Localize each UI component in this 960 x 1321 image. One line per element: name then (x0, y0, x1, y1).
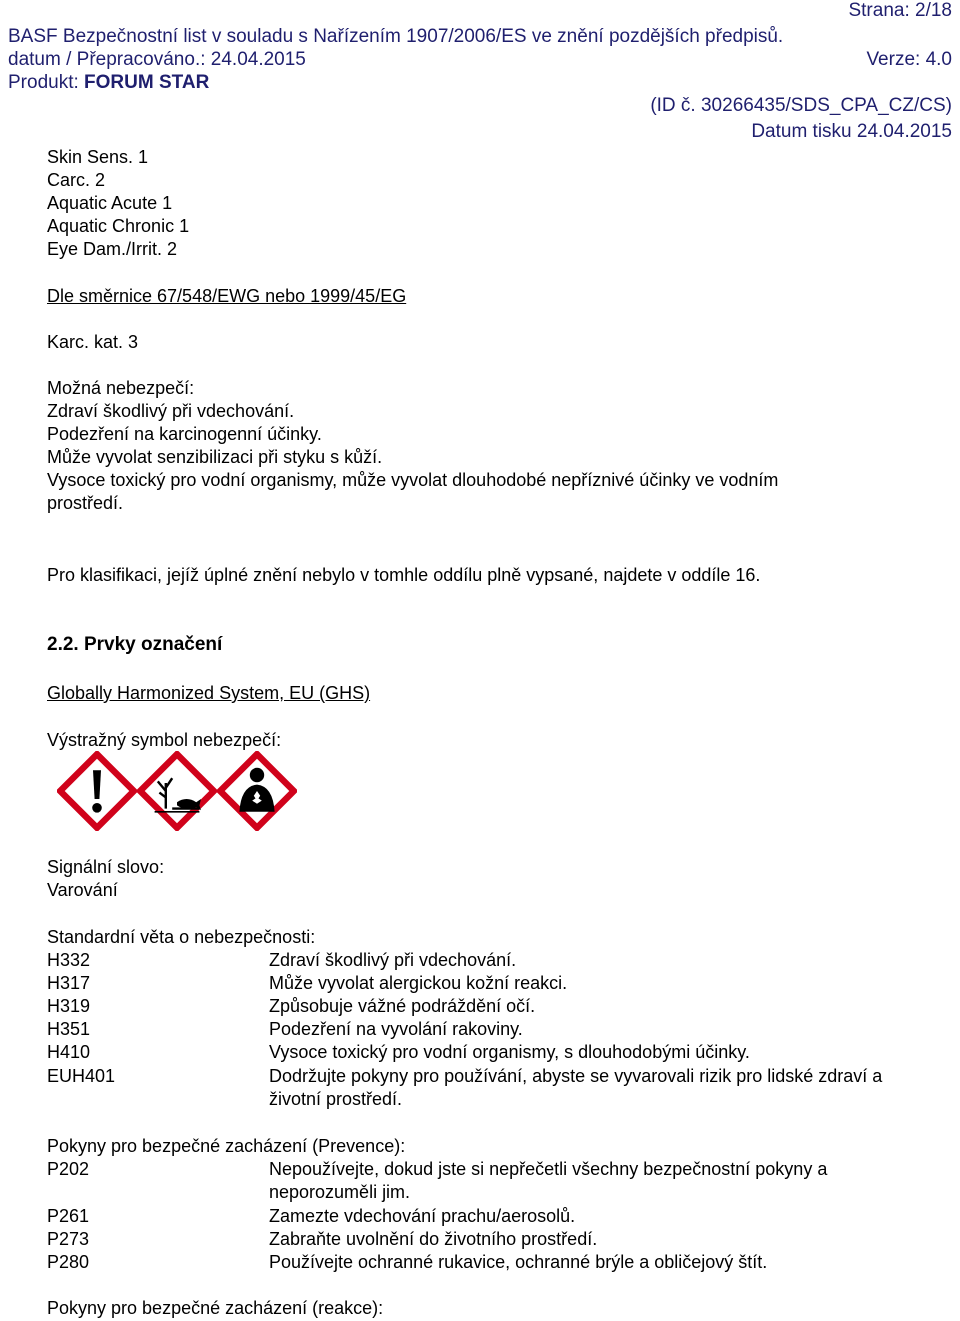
directive-category: Karc. kat. 3 (47, 332, 139, 352)
class-item: Skin Sens. 1 (47, 147, 149, 167)
classification-note: Pro klasifikaci, jejíž úplné znění nebylo v tomhle oddílu plně vypsané, najdete v oddíle 16. (47, 565, 761, 585)
p-code: P273 (47, 1229, 90, 1249)
hazard-item: prostředí. (47, 493, 124, 513)
print-date: Datum tisku 24.04.2015 (751, 121, 952, 142)
h-code: H319 (47, 996, 91, 1016)
h-text: Zdraví škodlivý při vdechování. (269, 950, 517, 970)
revision-date: datum / Přepracováno.: 24.04.2015 (8, 49, 306, 70)
document-id: (ID č. 30266435/SDS_CPA_CZ/CS) (650, 95, 952, 116)
p-text: Zabraňte uvolnění do životního prostředí. (269, 1229, 598, 1249)
p-text: Používejte ochranné rukavice, ochranné brýle a obličejový štít. (269, 1252, 768, 1272)
p-code: P261 (47, 1206, 90, 1226)
p-text: Nepoužívejte, dokud jste si nepřečetli všechny bezpečnostní pokyny a neporozuměli jim. (269, 1159, 828, 1202)
p-text: Zamezte vdechování prachu/aerosolů. (269, 1206, 576, 1226)
ghs-heading: Globally Harmonized System, EU (GHS) (47, 683, 371, 703)
p-prevention-label: Pokyny pro bezpečné zacházení (Prevence): (47, 1136, 406, 1156)
symbol-label: Výstražný symbol nebezpečí: (47, 730, 282, 750)
signal-word: Varování (47, 880, 118, 900)
class-item: Eye Dam./Irrit. 2 (47, 239, 178, 259)
product-line (8, 72, 209, 94)
signal-label: Signální slovo: (47, 857, 165, 877)
hazard-item: Podezření na karcinogenní účinky. (47, 424, 322, 444)
product-name: FORUM STAR (84, 72, 210, 93)
directive-heading: Dle směrnice 67/548/EWG nebo 1999/45/EG (47, 286, 407, 306)
class-item: Carc. 2 (47, 170, 106, 190)
document-title: BASF Bezpečnostní list v souladu s Nařízením 1907/2006/ES ve znění pozdějších předpisů. (8, 26, 784, 47)
p-reaction-label: Pokyny pro bezpečné zacházení (reakce): (47, 1298, 384, 1318)
hazard-item: Může vyvolat senzibilizaci při styku s kůží. (47, 447, 383, 467)
h-code: H410 (47, 1042, 91, 1062)
h-label: Standardní věta o nebezpečnosti: (47, 927, 316, 947)
h-code: H351 (47, 1019, 91, 1039)
environment-icon (137, 751, 217, 831)
hazard-item: Zdraví škodlivý při vdechování. (47, 401, 295, 421)
signal-block (47, 856, 164, 902)
h-code: H317 (47, 973, 91, 993)
h-text: Způsobuje vážné podráždění očí. (269, 996, 536, 1016)
page-number: Strana: 2/18 (848, 0, 952, 21)
h-text: Vysoce toxický pro vodní organismy, s dlouhodobými účinky. (269, 1042, 750, 1062)
p-code: P202 (47, 1159, 90, 1179)
hazard-item: Vysoce toxický pro vodní organismy, může vyvolat dlouhodobé nepříznivé účinky ve vodním (47, 470, 779, 490)
h-text: Dodržujte pokyny pro používání, abyste se vyvarovali rizik pro lidské zdraví a životní prostředí. (269, 1066, 883, 1109)
class-item: Aquatic Acute 1 (47, 193, 173, 213)
health-hazard-icon (217, 751, 297, 831)
hazards-label: Možná nebezpečí: (47, 378, 195, 398)
class-item: Aquatic Chronic 1 (47, 216, 190, 236)
p-code: P280 (47, 1252, 90, 1272)
h-code: H332 (47, 950, 91, 970)
hazards-block (47, 377, 778, 515)
h-code: EUH401 (47, 1066, 116, 1086)
h-text: Podezření na vyvolání rakoviny. (269, 1019, 523, 1039)
product-label: Produkt: (8, 72, 85, 93)
class-list (47, 146, 189, 261)
version: Verze: 4.0 (866, 49, 952, 70)
exclamation-mark-icon (57, 751, 137, 831)
section-heading: 2.2. Prvky označení (47, 634, 223, 655)
h-text: Může vyvolat alergickou kožní reakci. (269, 973, 568, 993)
